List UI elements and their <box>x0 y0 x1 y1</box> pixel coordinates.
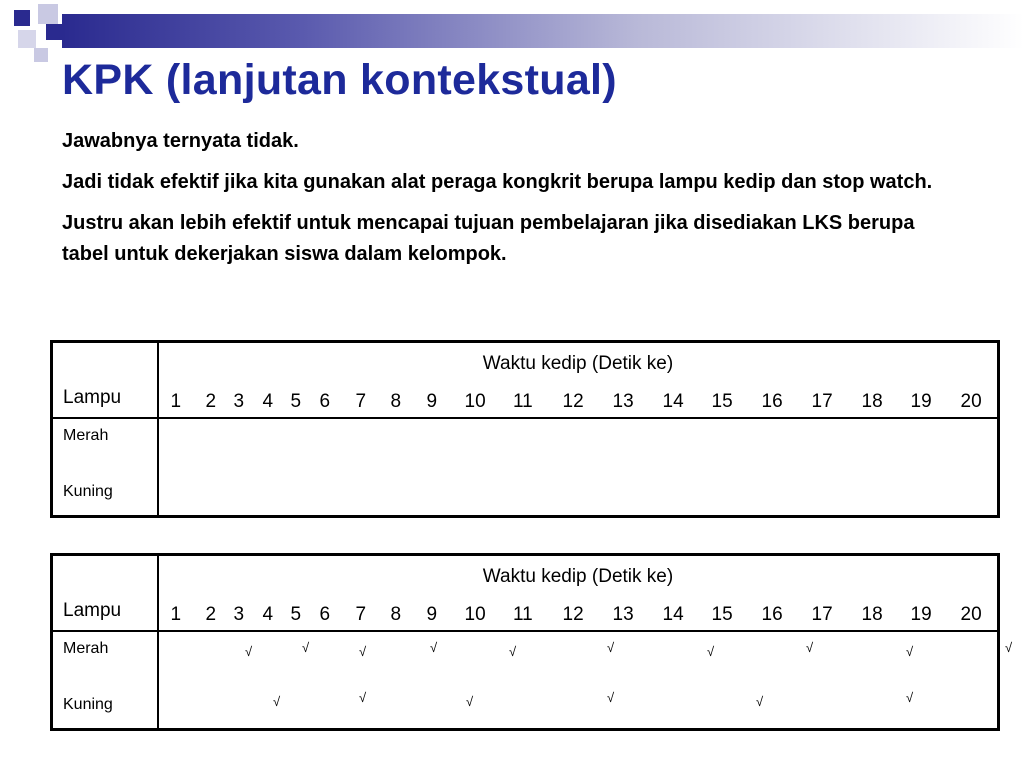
second-label: 18 <box>861 604 883 625</box>
check-mark: √ <box>359 690 367 705</box>
second-label: 14 <box>662 391 684 412</box>
decor-square-dark-2 <box>46 24 62 40</box>
second-label: 17 <box>811 391 833 412</box>
check-mark: √ <box>273 694 281 709</box>
check-mark: √ <box>906 690 914 705</box>
second-label: 11 <box>513 391 533 412</box>
second-label: 15 <box>711 604 733 625</box>
check-mark: √ <box>302 640 310 655</box>
check-mark: √ <box>607 690 615 705</box>
second-label: 9 <box>426 604 438 625</box>
time-header: Waktu kedip (Detik ke) <box>482 353 674 374</box>
body-text <box>62 126 962 280</box>
second-label: 11 <box>513 604 533 625</box>
second-label: 1 <box>170 391 182 412</box>
second-label: 16 <box>761 391 783 412</box>
lamp-labels-cell <box>52 418 159 517</box>
second-label: 7 <box>355 604 367 625</box>
lks-table-filled <box>50 553 1013 731</box>
header-gradient-band <box>62 14 1024 48</box>
second-label: 19 <box>910 604 932 625</box>
check-mark: √ <box>806 640 814 655</box>
second-label: 10 <box>464 604 486 625</box>
second-label: 8 <box>390 604 402 625</box>
decor-square-light-1 <box>38 4 58 24</box>
check-mark: √ <box>1005 640 1013 655</box>
lamp-header: Lampu <box>63 600 122 621</box>
second-label: 2 <box>205 604 217 625</box>
seconds-row <box>159 604 997 628</box>
second-label: 7 <box>355 391 367 412</box>
slide-title: KPK (lanjutan kontekstual) <box>62 56 617 104</box>
lks-table-empty <box>50 340 1000 518</box>
lamp-label-kuning: Kuning <box>63 696 113 713</box>
checks-cell <box>158 631 1013 730</box>
check-mark: √ <box>756 694 764 709</box>
lamp-label-merah: Merah <box>63 640 109 657</box>
check-mark: √ <box>466 694 474 709</box>
second-label: 3 <box>233 604 245 625</box>
second-label: 18 <box>861 391 883 412</box>
time-header-cell <box>158 342 999 419</box>
decor-square-light-3 <box>34 48 48 62</box>
second-label: 2 <box>205 391 217 412</box>
paragraph-3: Justru akan lebih efektif untuk mencapai tujuan pembelajaran jika disediakan LKS berupa tabel untuk dekerjakan siswa dalam kelompok. <box>62 212 915 265</box>
second-label: 5 <box>290 391 302 412</box>
second-label: 4 <box>262 391 274 412</box>
checks-cell <box>158 418 999 517</box>
paragraph-1: Jawabnya ternyata tidak. <box>62 130 299 152</box>
check-mark: √ <box>707 644 715 659</box>
second-label: 9 <box>426 391 438 412</box>
check-mark: √ <box>607 640 615 655</box>
second-label: 6 <box>319 604 331 625</box>
second-label: 8 <box>390 391 402 412</box>
second-label: 1 <box>170 604 182 625</box>
second-label: 13 <box>612 604 634 625</box>
decor-square-dark-1 <box>14 10 30 26</box>
lamp-label-kuning: Kuning <box>63 483 113 500</box>
time-header-cell <box>158 555 999 632</box>
check-mark: √ <box>245 644 253 659</box>
second-label: 14 <box>662 604 684 625</box>
lamp-labels-cell <box>52 631 159 730</box>
second-label: 16 <box>761 604 783 625</box>
second-label: 4 <box>262 604 274 625</box>
lamp-header-cell <box>52 555 159 632</box>
second-label: 12 <box>562 604 584 625</box>
second-label: 13 <box>612 391 634 412</box>
second-label: 12 <box>562 391 584 412</box>
paragraph-2: Jadi tidak efektif jika kita gunakan alat peraga kongkrit berupa lampu kedip dan stop watch. <box>62 171 933 193</box>
second-label: 15 <box>711 391 733 412</box>
second-label: 5 <box>290 604 302 625</box>
second-label: 6 <box>319 391 331 412</box>
lamp-label-merah: Merah <box>63 427 109 444</box>
time-header: Waktu kedip (Detik ke) <box>482 566 674 587</box>
second-label: 3 <box>233 391 245 412</box>
lamp-header-cell <box>52 342 159 419</box>
check-mark: √ <box>509 644 517 659</box>
seconds-row <box>159 391 997 415</box>
check-mark: √ <box>430 640 438 655</box>
second-label: 20 <box>960 604 982 625</box>
check-mark: √ <box>906 644 914 659</box>
second-label: 20 <box>960 391 982 412</box>
lamp-header: Lampu <box>63 387 122 408</box>
decor-square-light-2 <box>18 30 36 48</box>
second-label: 10 <box>464 391 486 412</box>
check-mark: √ <box>359 644 367 659</box>
second-label: 19 <box>910 391 932 412</box>
second-label: 17 <box>811 604 833 625</box>
